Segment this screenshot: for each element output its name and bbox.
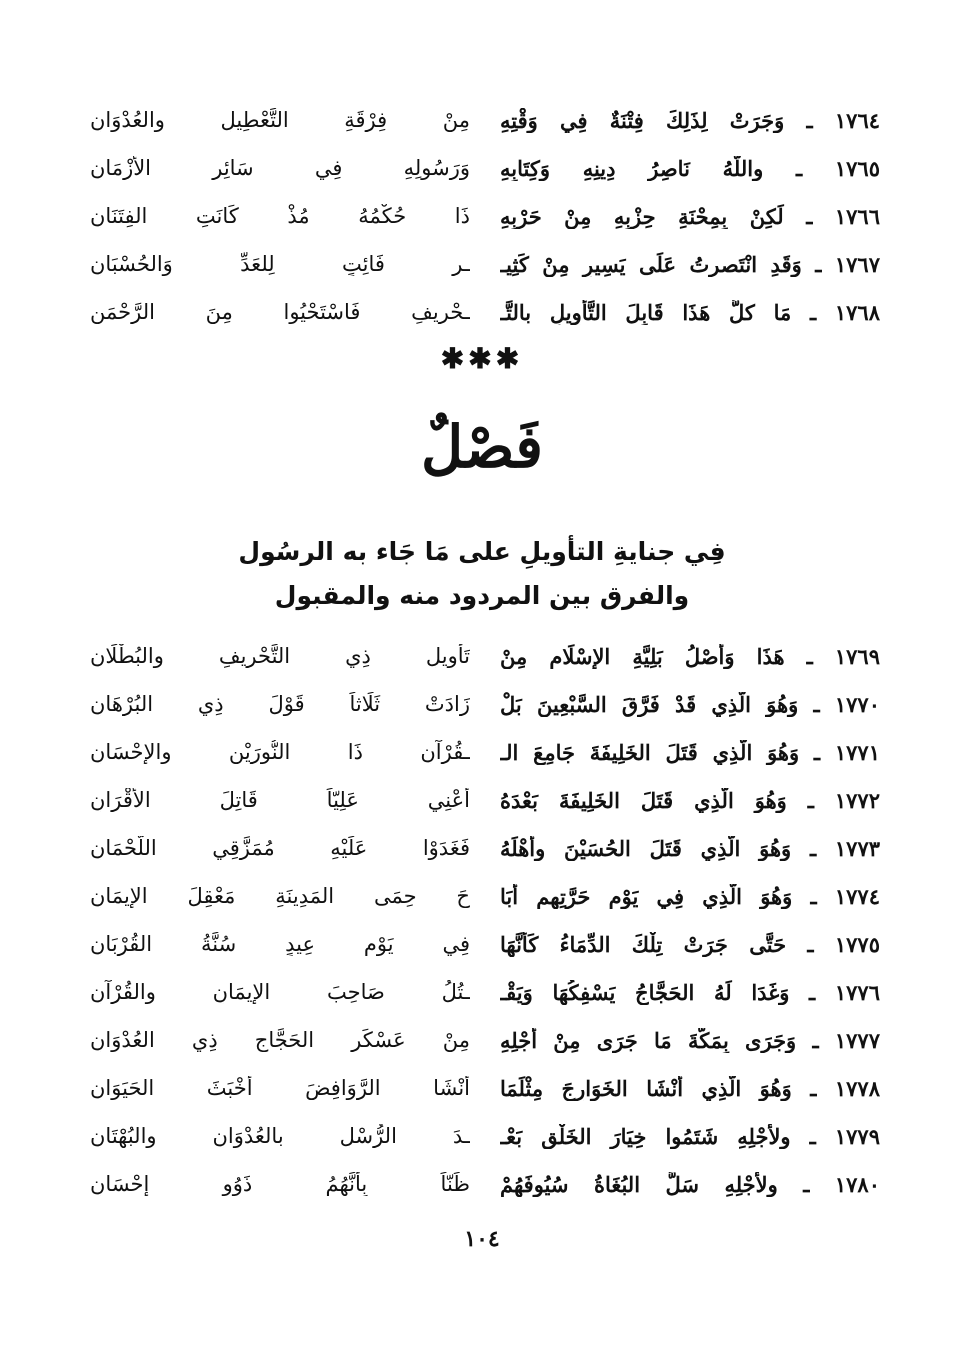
section-heading: فَصْلٌ <box>421 413 543 481</box>
verse-dash: ـ <box>791 299 835 325</box>
verse-first-hemistich <box>500 644 880 669</box>
verse-first-hemistich <box>500 1124 880 1149</box>
verse-number: ١٧٧٧ <box>834 1027 880 1053</box>
verse-dash: ـ <box>783 203 835 229</box>
verse-number: ١٧٧٠ <box>834 691 880 717</box>
verse-dash: ـ <box>784 643 835 669</box>
verse-first-text: ولأَجْلِهِ شَتَمُوا خِيَارَ الخَلْقِ بَعْـ <box>500 1123 791 1149</box>
verse-first-text: وَهُوَ الَّذِي فِي يَوْمِ حَرَّتِهِم أَبَا <box>500 883 793 909</box>
verse-line <box>90 1112 880 1160</box>
verse-first-hemistich <box>500 980 880 1005</box>
verse-first-text: مَا كلُّ هَذَا قَابِلَ التَّأْوِيلِ بالتَّـ <box>500 299 792 325</box>
verse-line <box>90 680 880 728</box>
verse-second-hemistich: فَغَدَوْا عَلَيْهِ مُمَزَّقِي اللُّحْمَانِ <box>90 836 470 860</box>
verse-first-text: هَذَا وَأَصْلُ بَلِيَّةِ الإِسْلَامِ مِنْ <box>500 643 785 669</box>
verse-first-text: واللَّهُ نَاصِرُ دِينِهِ وَكِتَابِهِ <box>500 155 764 181</box>
verse-dash: ـ <box>791 835 835 861</box>
verse-second-hemistich: حَ حِمَى المَدِينَةِ مَعْقِلَ الإِيمَانِ <box>90 884 470 908</box>
verse-number: ١٧٦٧ <box>834 251 880 277</box>
verse-first-text: حَتَّى جَرَتْ تِلْكَ الدِّمَاءُ كَأَنَّهَا <box>500 931 787 957</box>
verse-first-hemistich <box>500 836 880 861</box>
verse-first-hemistich <box>500 740 880 765</box>
verse-first-text: وَهُوَ الَّذِي قَتَلَ الحُسَيْنَ وأَهْلَهُ <box>500 835 792 861</box>
subtitle-line-2: والفرق بين المردود منه والمقبول <box>274 581 690 610</box>
verse-first-hemistich <box>500 204 880 229</box>
verse-dash: ـ <box>801 251 835 277</box>
verse-second-hemistich: مِنْ فِرْقَةِ التَّعْطِيلِ والعُدْوَانِ <box>90 108 470 132</box>
verse-second-hemistich: ـحْرِيفِ فَاسْتَحْيُوا مِنَ الرَّحْمَنِ <box>90 300 470 324</box>
verse-second-hemistich: ـتُلُ صَاحِبَ الإِيمَانِ والقُرْآنِ <box>90 980 470 1004</box>
verse-number: ١٧٦٦ <box>834 203 880 229</box>
verse-line <box>90 96 880 144</box>
verse-first-hemistich <box>500 1172 880 1197</box>
section-subtitle <box>0 530 964 618</box>
verse-dash: ـ <box>796 1027 835 1053</box>
verse-dash: ـ <box>790 1123 835 1149</box>
verse-line <box>90 776 880 824</box>
verse-dash: ـ <box>791 1075 835 1101</box>
verse-line <box>90 288 880 336</box>
verse-first-text: ولأَجْلِهِ سَلَّ البُغَاةُ سُيُوفَهُمْ <box>500 1171 778 1197</box>
verse-number: ١٧٦٨ <box>834 299 880 325</box>
verse-line <box>90 192 880 240</box>
verse-first-hemistich <box>500 932 880 957</box>
verse-second-hemistich: أَنْشَا الرَّوَافِضَ أَخْبَثَ الحَيَوَانِ <box>90 1076 470 1100</box>
verse-line <box>90 728 880 776</box>
verse-number: ١٧٧٦ <box>834 979 880 1005</box>
verse-number: ١٧٧٢ <box>834 787 880 813</box>
verse-first-text: وَهُوَ الَّذِي قَتَلَ الخَلِيفَةَ بَعْدَهُ <box>500 787 787 813</box>
verse-first-hemistich <box>500 692 880 717</box>
verse-dash: ـ <box>799 739 835 765</box>
verse-second-hemistich: فِي يَوْمِ عِيدٍ سُنَّةُ القُرْبَانِ <box>90 932 470 956</box>
verse-second-hemistich: زَادَتْ ثَلَاثاً قَوْلَ ذِي البُرْهَانِ <box>90 692 470 716</box>
separator-stars: ✱✱✱ <box>440 342 524 375</box>
verse-dash: ـ <box>786 931 835 957</box>
verse-first-hemistich <box>500 252 880 277</box>
verse-number: ١٧٨٠ <box>834 1171 880 1197</box>
verse-line <box>90 824 880 872</box>
verse-second-hemistich: ظَنّاً بِأَنَّهُمُ ذَوُو إِحْسَانِ <box>90 1172 470 1196</box>
verse-dash: ـ <box>784 107 835 133</box>
verse-number: ١٧٧٣ <box>834 835 880 861</box>
verse-second-hemistich: وَرَسُولِهِ فِي سَائِرِ الأَزْمَانِ <box>90 156 470 180</box>
verse-second-hemistich: ـدَ الرُّسْلِ بالعُدْوَانِ والبُهْتَانِ <box>90 1124 470 1148</box>
verse-first-text: وَجَرَى بِمَكَّةَ مَا جَرَى مِنْ أَجْلِهِ <box>500 1027 797 1053</box>
verse-first-text: وَجَرَتْ لِذَلِكَ فِتْنَةٌ فِي وَقْتِهِ <box>500 107 785 133</box>
verse-first-text: وَهُوَ الَّذِي قَدْ فَرَّقَ السَّبْعِينَ بَلْ <box>500 691 799 717</box>
verse-number: ١٧٧٤ <box>834 883 880 909</box>
verse-dash: ـ <box>777 1171 835 1197</box>
verse-line <box>90 240 880 288</box>
verse-first-text: وَهُوَ الَّذِي قَتَلَ الخَلِيفَةَ جَامِعَ الـ <box>500 739 800 765</box>
verse-number: ١٧٦٤ <box>834 107 880 133</box>
verse-second-hemistich: أَعْنِي عَلِيّاً قَاتِلَ الأَقْرَانِ <box>90 788 470 812</box>
verse-second-hemistich: تَأْوِيلِ ذِي التَّحْرِيفِ والبُطْلَانِ <box>90 644 470 668</box>
verse-first-hemistich <box>500 108 880 133</box>
subtitle-line-1: فِي جنايةِ التأويلِ على مَا جَاء به الرسُول <box>238 537 726 566</box>
verse-dash: ـ <box>763 155 835 181</box>
verse-first-hemistich <box>500 884 880 909</box>
verse-first-hemistich <box>500 788 880 813</box>
verse-first-text: لَكِنْ بِمِحْنَةِ حِزْبِهِ مِنْ حَرْبِهِ <box>500 203 784 229</box>
page-number: ١٠٤ <box>464 1226 500 1252</box>
verse-line <box>90 1160 880 1208</box>
verse-first-hemistich <box>500 300 880 325</box>
verse-number: ١٧٧٥ <box>834 931 880 957</box>
verse-line <box>90 968 880 1016</box>
verse-number: ١٧٦٥ <box>834 155 880 181</box>
verse-first-text: وَقَدِ انْتَصرتُ عَلَى يَسِيرٍ مِنْ كَثِيـ <box>500 251 802 277</box>
verse-number: ١٧٧٩ <box>834 1123 880 1149</box>
verse-line <box>90 920 880 968</box>
verse-dash: ـ <box>798 691 835 717</box>
verses-top <box>90 96 880 336</box>
verse-second-hemistich: ـرِ فَائِتٍ لِلعَدِّ وَالحُسْبَانِ <box>90 252 470 276</box>
verse-number: ١٧٧١ <box>834 739 880 765</box>
verse-dash: ـ <box>792 883 835 909</box>
verse-second-hemistich: ذَا حُكْمُهُ مُذْ كَانَتِ الفِتَنَانِ <box>90 204 470 228</box>
verse-line <box>90 1016 880 1064</box>
verse-second-hemistich: مِنْ عَسْكَرِ الحَجَّاجِ ذِي العُدْوَانِ <box>90 1028 470 1052</box>
verse-line <box>90 632 880 680</box>
verse-line <box>90 144 880 192</box>
verse-first-text: وَغَدَا لَهُ الحَجَّاجُ يَسْفِكُهَا وَيَقْـ <box>500 979 790 1005</box>
verse-first-hemistich <box>500 1076 880 1101</box>
verse-first-hemistich <box>500 156 880 181</box>
verse-number: ١٧٦٩ <box>834 643 880 669</box>
verse-second-hemistich: ـقُرْآنِ ذَا النُّورَيْنِ والإِحْسَانِ <box>90 740 470 764</box>
verse-line <box>90 1064 880 1112</box>
verse-number: ١٧٧٨ <box>834 1075 880 1101</box>
verse-line <box>90 872 880 920</box>
verse-first-text: وَهُوَ الَّذِي أَنْشَا الخَوَارِجَ مِثْلَمَا <box>500 1075 792 1101</box>
verse-dash: ـ <box>786 787 835 813</box>
verse-dash: ـ <box>789 979 835 1005</box>
verse-first-hemistich <box>500 1028 880 1053</box>
verses-bottom <box>90 632 880 1208</box>
